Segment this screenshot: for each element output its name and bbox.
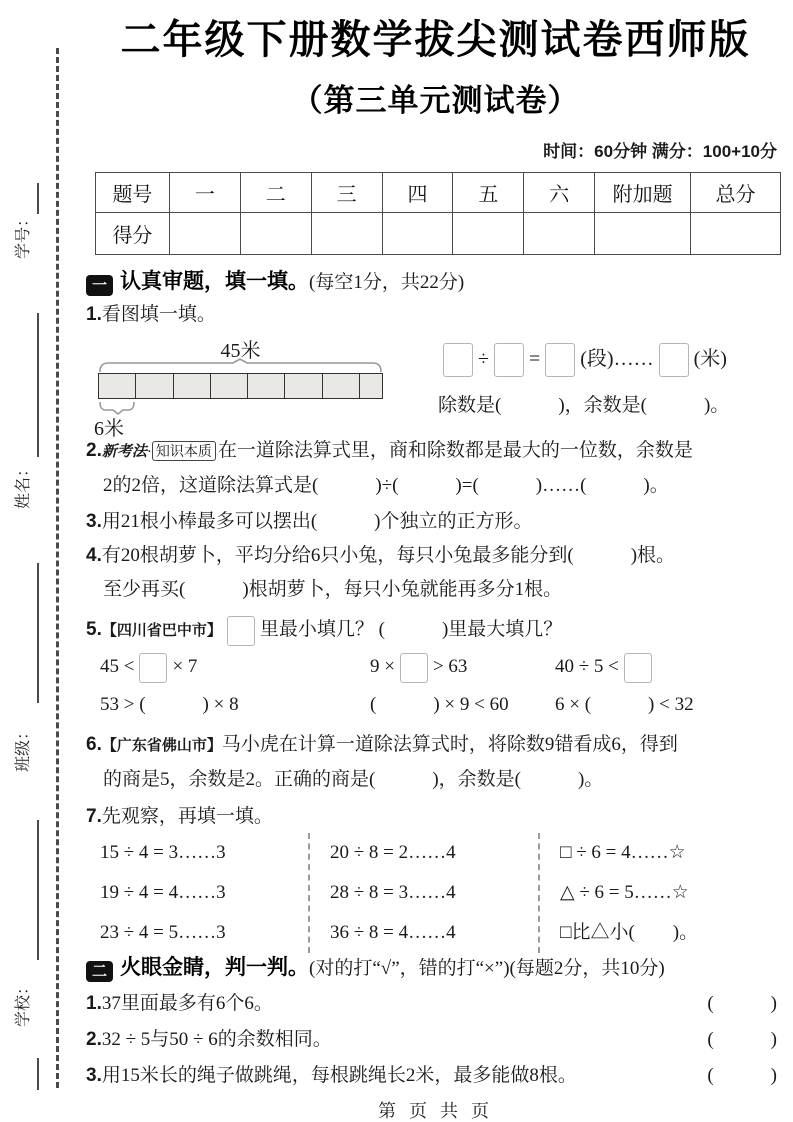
student-class-label: 班级： bbox=[15, 723, 32, 772]
answer-box bbox=[400, 653, 428, 683]
total-length-label: 45米 bbox=[220, 340, 261, 362]
equation: 20 ÷ 8 = 2……4 bbox=[330, 842, 456, 863]
question-text: 在一道除法算式里，商和除数都是最大的一位数，余数是 bbox=[217, 440, 693, 461]
equation: 15 ÷ 4 = 3……3 bbox=[100, 842, 226, 863]
section-two-score-note: (每题2分，共10分) bbox=[509, 958, 665, 979]
question-7 bbox=[86, 801, 785, 833]
equals-sign: = bbox=[528, 348, 541, 370]
bar-segment bbox=[211, 374, 248, 398]
unit-mi: (米) bbox=[693, 348, 727, 370]
question-number: 7. bbox=[86, 806, 102, 827]
page-footer: 第 页 共 页 bbox=[377, 1101, 493, 1121]
divide-sign: ÷ bbox=[478, 348, 489, 370]
bar-segment bbox=[136, 374, 173, 398]
question-number: 2. bbox=[86, 1029, 102, 1050]
student-name-label: 姓名： bbox=[15, 460, 32, 509]
top-brace-icon bbox=[98, 358, 383, 373]
section-one-note: (每空1分，共22分) bbox=[309, 272, 465, 293]
score-table-score-row bbox=[96, 213, 781, 255]
question-number: 3. bbox=[86, 511, 102, 532]
expression bbox=[100, 648, 370, 686]
section-two-badge: 二 bbox=[86, 961, 113, 982]
question-6-line2: 的商是5，余数是2。正确的商是( )，余数是( )。 bbox=[103, 769, 604, 790]
student-info-blank-line bbox=[37, 1058, 39, 1090]
knowledge-essence-tag: 知识本质 bbox=[152, 441, 216, 461]
score-row-label: 得分 bbox=[96, 213, 170, 255]
student-info-blank-line bbox=[37, 563, 39, 703]
judge-item-2 bbox=[86, 1022, 785, 1058]
expression bbox=[555, 648, 785, 686]
paper-title: 二年级下册数学拔尖测试卷西师版 bbox=[120, 18, 751, 62]
answer-box bbox=[139, 653, 167, 683]
answer-box bbox=[443, 343, 473, 377]
judge-item-3 bbox=[86, 1058, 785, 1094]
bar-segment bbox=[323, 374, 360, 398]
question-3 bbox=[86, 505, 785, 539]
question-5 bbox=[86, 613, 785, 648]
score-cell bbox=[382, 213, 453, 255]
expression-text: 9 × bbox=[370, 656, 395, 677]
judge-answer-blank: ( ) bbox=[707, 1029, 777, 1050]
observation-column-1 bbox=[100, 833, 310, 953]
section-two-title: 火眼金睛，判一判。 bbox=[120, 956, 309, 979]
question-number: 1. bbox=[86, 993, 102, 1014]
score-table-header: 六 bbox=[524, 173, 595, 213]
expression-text: 40 ÷ 5 < bbox=[555, 656, 619, 677]
section-one-badge: 一 bbox=[86, 275, 113, 296]
section-two-header bbox=[86, 953, 785, 984]
expression-text: × 7 bbox=[172, 656, 198, 677]
score-cell bbox=[595, 213, 691, 255]
segment-length-label: 6米 bbox=[94, 418, 124, 440]
question-number: 2. bbox=[86, 440, 102, 461]
paper-subtitle: （第三单元测试卷） bbox=[291, 83, 580, 118]
answer-box bbox=[494, 343, 524, 377]
expression: 6 × ( ) < 32 bbox=[555, 694, 694, 715]
score-table bbox=[95, 172, 781, 255]
section-one-title: 认真审题，填一填。 bbox=[120, 270, 309, 293]
score-cell bbox=[691, 213, 781, 255]
score-table-header: 五 bbox=[453, 173, 524, 213]
unit-duan: (段) bbox=[580, 348, 614, 370]
equation: 36 ÷ 8 = 4……4 bbox=[330, 922, 456, 943]
new-method-tag: 新考法 bbox=[101, 443, 147, 460]
equation: 23 ÷ 4 = 5……3 bbox=[100, 922, 226, 943]
student-info-blank-line bbox=[37, 313, 39, 457]
question-number: 6. bbox=[86, 734, 102, 755]
remainder-dots: …… bbox=[613, 348, 654, 370]
question-number: 1. bbox=[86, 304, 102, 325]
student-info-blank-line bbox=[37, 820, 39, 960]
question-1-figure-row bbox=[86, 334, 785, 440]
bar-segment bbox=[174, 374, 211, 398]
expression: ( ) × 9 < 60 bbox=[370, 694, 509, 715]
question-6 bbox=[86, 728, 785, 763]
expression: 53 > ( ) × 8 bbox=[100, 694, 239, 715]
question-5-expressions bbox=[86, 648, 785, 724]
answer-box bbox=[227, 616, 255, 646]
fold-dashed-line bbox=[56, 48, 59, 1088]
score-table-header-row bbox=[96, 173, 781, 213]
score-cell bbox=[240, 213, 311, 255]
question-1 bbox=[86, 298, 785, 332]
bar-segment bbox=[248, 374, 285, 398]
rope-bar-diagram bbox=[86, 334, 416, 440]
judge-text: 用15米长的绳子做跳绳，每根跳绳长2米，最多能做8根。 bbox=[101, 1065, 577, 1086]
tag-separator-dot: · bbox=[146, 444, 152, 460]
expression bbox=[370, 648, 555, 686]
segmented-bar bbox=[98, 373, 383, 399]
judge-answer-blank: ( ) bbox=[707, 993, 777, 1014]
score-table-header: 二 bbox=[240, 173, 311, 213]
question-text: 里最小填几？ ( )里最大填几？ bbox=[259, 619, 563, 640]
question-7-grid bbox=[86, 833, 785, 953]
bar-remainder-segment bbox=[360, 374, 382, 398]
question-number: 3. bbox=[86, 1065, 102, 1086]
region-tag: 【广东省佛山市】 bbox=[101, 737, 222, 754]
question-text: 用21根小棒最多可以摆出( )个独立的正方形。 bbox=[101, 511, 533, 532]
student-id-label: 学号： bbox=[15, 210, 32, 259]
expression-text: 45 < bbox=[100, 656, 135, 677]
equation: △ ÷ 6 = 5……☆ bbox=[560, 882, 689, 903]
score-table-header: 四 bbox=[382, 173, 453, 213]
bar-segment bbox=[99, 374, 136, 398]
answer-box bbox=[624, 653, 652, 683]
judge-item-1 bbox=[86, 986, 785, 1022]
score-table-header: 总分 bbox=[691, 173, 781, 213]
question-text: 有20根胡萝卜，平均分给6只小兔，每只小兔最多能分到( )根。 bbox=[101, 545, 676, 566]
question-text: 看图填一填。 bbox=[101, 304, 216, 325]
score-cell bbox=[524, 213, 595, 255]
region-tag: 【四川省巴中市】 bbox=[101, 622, 222, 639]
equation: □ ÷ 6 = 4……☆ bbox=[560, 842, 686, 863]
answer-box bbox=[659, 343, 689, 377]
score-table-header: 一 bbox=[169, 173, 240, 213]
equation: 19 ÷ 4 = 4……3 bbox=[100, 882, 226, 903]
question-4 bbox=[86, 539, 785, 573]
score-cell bbox=[311, 213, 382, 255]
bar-segment bbox=[285, 374, 322, 398]
question-1-equation bbox=[438, 334, 785, 434]
time-score-info: 时间：60分钟 满分：100+10分 bbox=[543, 142, 777, 161]
score-table-header: 三 bbox=[311, 173, 382, 213]
answer-box bbox=[545, 343, 575, 377]
judge-text: 32 ÷ 5与50 ÷ 6的余数相同。 bbox=[101, 1029, 332, 1050]
expression-text: > 63 bbox=[432, 656, 468, 677]
section-two-note: (对的打“√”，错的打“×”) bbox=[309, 958, 510, 979]
score-cell bbox=[169, 213, 240, 255]
observation-column-2 bbox=[310, 833, 540, 953]
score-cell bbox=[453, 213, 524, 255]
question-number: 5. bbox=[86, 619, 102, 640]
equation: □比△小( )。 bbox=[560, 922, 699, 943]
question-4-line2: 至少再买( )根胡萝卜，每只小兔就能再多分1根。 bbox=[103, 579, 563, 600]
score-table-header: 题号 bbox=[96, 173, 170, 213]
question-number: 4. bbox=[86, 545, 102, 566]
equation-with-boxes bbox=[438, 342, 785, 377]
score-table-header: 附加题 bbox=[595, 173, 691, 213]
question-2 bbox=[86, 434, 785, 469]
judge-answer-blank: ( ) bbox=[707, 1065, 777, 1086]
student-info-blank-line bbox=[37, 183, 39, 214]
question-text: 先观察，再填一填。 bbox=[101, 806, 273, 827]
question-text: 马小虎在计算一道除法算式时，将除数9错看成6，得到 bbox=[221, 734, 678, 755]
equation: 28 ÷ 8 = 3……4 bbox=[330, 882, 456, 903]
question-2-line2: 2的2倍，这道除法算式是( )÷( )=( )……( )。 bbox=[103, 475, 669, 496]
section-one-header bbox=[86, 267, 785, 298]
student-school-label: 学校： bbox=[15, 978, 32, 1027]
divisor-remainder-line: 除数是( )，余数是( )。 bbox=[438, 395, 730, 417]
judge-text: 37里面最多有6个6。 bbox=[101, 993, 273, 1014]
observation-column-3 bbox=[540, 833, 785, 953]
